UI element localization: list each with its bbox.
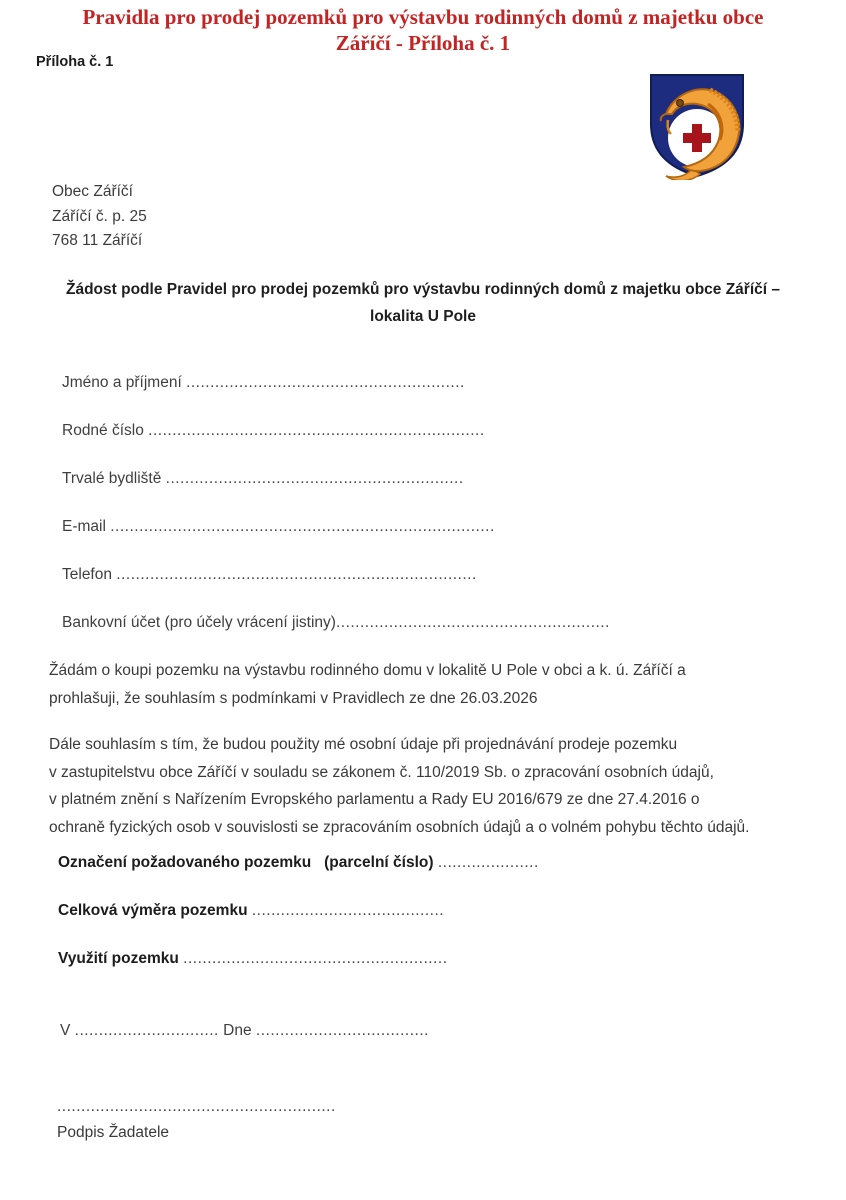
coat-of-arms-svg (646, 70, 748, 180)
field-bank-account (62, 614, 610, 632)
address-postal: 768 11 Záříčí (52, 232, 143, 249)
gdpr-consent-line4: ochraně fyzických osob v souvislosti se zpracováním osobních údajů a o volném pohybu těchto údajů. (49, 818, 750, 836)
field-land-use-dotted-line: ....................................................... (183, 950, 448, 967)
address-municipality: Obec Záříčí (52, 183, 133, 200)
field-land-use (58, 950, 448, 968)
signature-dotted-line: .......................................................... (57, 1098, 336, 1115)
field-land-use-label: Využití pozemku (58, 950, 184, 967)
declaration-paragraph-line1: Žádám o koupi pozemku na výstavbu rodinného domu v lokalitě U Pole v obci a k. ú. Záříčí a (49, 662, 686, 679)
field-email-label: E-mail (62, 518, 111, 535)
field-birth-number-dotted-line: ...................................................................... (148, 422, 485, 439)
field-name-surname-label: Jméno a příjmení (62, 374, 187, 391)
field-parcel-number (58, 854, 539, 872)
document-title (0, 4, 846, 56)
document-title-line1: Pravidla pro prodej pozemků pro výstavbu rodinných domů z majetku obce (82, 5, 764, 29)
date-label: Dne (218, 1022, 256, 1039)
field-bank-account-label: Bankovní účet (pro účely vrácení jistiny) (62, 614, 336, 631)
date-dotted-line: .................................... (255, 1022, 429, 1039)
attachment-label: Příloha č. 1 (36, 54, 114, 70)
declaration-paragraph-line2: prohlašuji, že souhlasím s podmínkami v Pravidlech ze dne 26.03.2026 (49, 690, 538, 707)
application-heading (40, 276, 806, 330)
field-birth-number-label: Rodné číslo (62, 422, 149, 439)
field-parcel-number-label: Označení požadovaného pozemku (parcelní číslo) (58, 854, 438, 871)
field-total-area (58, 902, 444, 920)
address-street: Záříčí č. p. 25 (52, 207, 147, 225)
field-phone-label: Telefon (62, 566, 117, 583)
field-permanent-residence (62, 470, 464, 488)
gdpr-consent-line3: v platném znění s Nařízením Evropského parlamentu a Rady EU 2016/679 ze dne 27.4.2016 o (49, 791, 700, 808)
field-name-surname (62, 374, 465, 392)
field-email-dotted-line: ................................................................................ (110, 518, 495, 535)
gdpr-consent-line1: Dále souhlasím s tím, že budou použity mé osobní údaje při projednávání prodeje pozemku (49, 736, 678, 753)
field-total-area-dotted-line: ........................................ (251, 902, 445, 919)
gdpr-consent-line2: v zastupitelstvu obce Záříčí v souladu se zákonem č. 110/2019 Sb. o zpracování osobních údajů, (49, 763, 714, 781)
signature-label: Podpis Žadatele (57, 1124, 170, 1141)
field-permanent-residence-dotted-line: .............................................................. (165, 470, 464, 487)
place-and-date-line (60, 1022, 429, 1040)
place-label: V (60, 1022, 75, 1039)
field-parcel-number-dotted-line: ..................... (437, 854, 539, 871)
field-phone (62, 566, 477, 584)
declaration-paragraph (49, 657, 809, 713)
field-phone-dotted-line: ........................................................................... (116, 566, 477, 583)
document-title-line2: Záříčí - Příloha č. 1 (335, 31, 511, 55)
field-permanent-residence-label: Trvalé bydliště (62, 470, 166, 487)
field-bank-account-dotted-line: ......................................................... (335, 614, 610, 631)
field-total-area-label: Celková výměra pozemku (58, 902, 252, 919)
field-name-surname-dotted-line: .......................................................... (186, 374, 465, 391)
signature-block (57, 1094, 336, 1146)
sender-address-block (52, 180, 147, 254)
application-heading-line2: lokalita U Pole (370, 308, 476, 325)
gdpr-consent-paragraph (49, 731, 809, 841)
field-email (62, 518, 495, 536)
application-heading-line1: Žádost podle Pravidel pro prodej pozemků pro výstavbu rodinných domů z majetku obce Záříčí – (66, 281, 780, 298)
field-birth-number (62, 422, 485, 440)
place-dotted-line: .............................. (74, 1022, 219, 1039)
municipal-coat-of-arms-icon (646, 70, 748, 180)
